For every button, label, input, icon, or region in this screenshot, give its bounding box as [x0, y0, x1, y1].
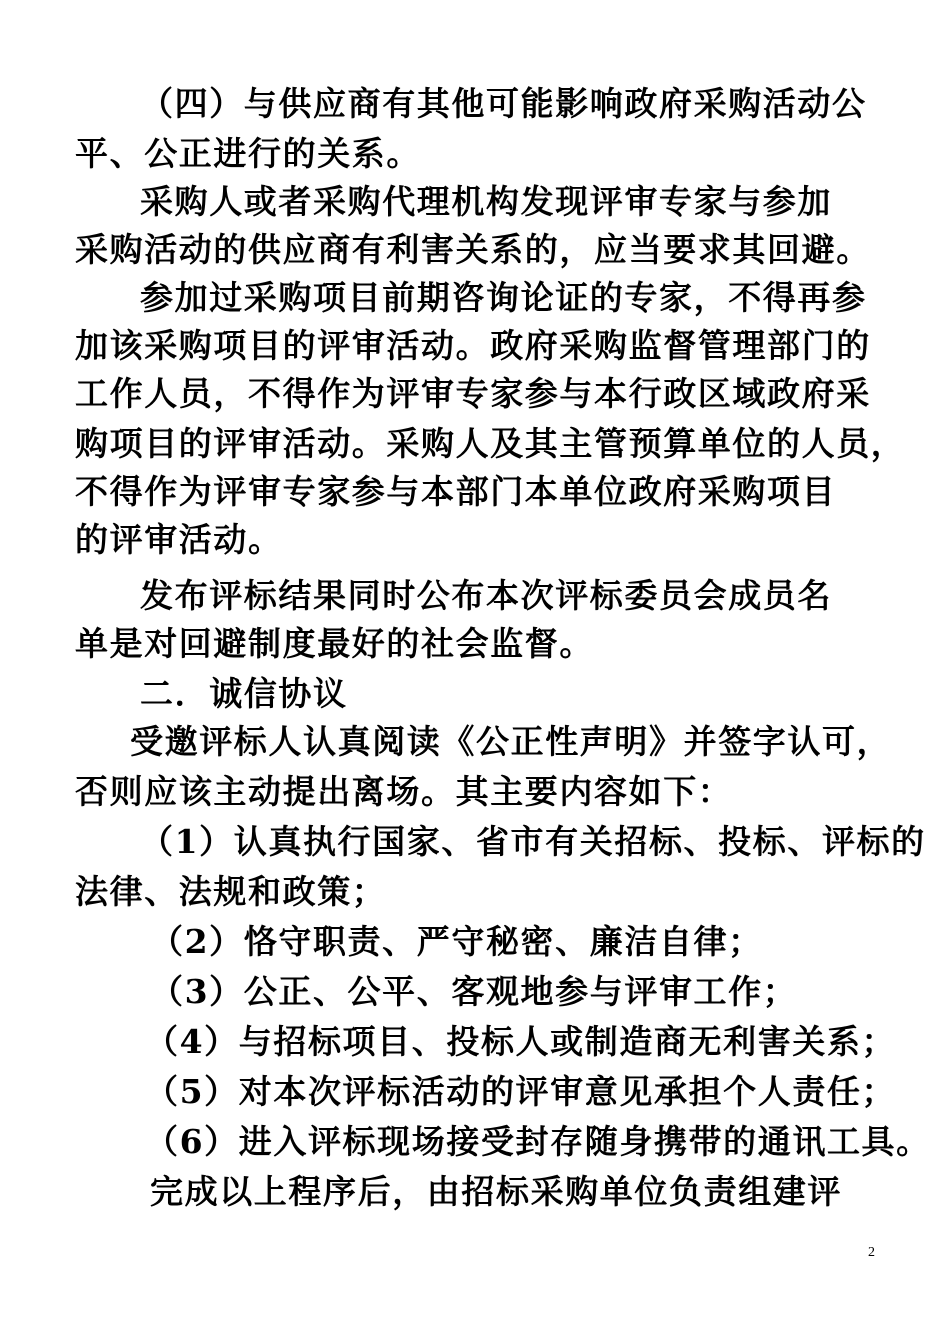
list-item: （5）对本次评标活动的评审意见承担个人责任； [145, 1072, 897, 1111]
paragraph-line: 否则应该主动提出离场。其主要内容如下： [75, 772, 733, 811]
list-item: （1）认真执行国家、省市有关招标、投标、评标的 [140, 822, 926, 861]
paragraph-line: 参加过采购项目前期咨询论证的专家，不得再参 [140, 278, 867, 317]
list-item-continuation: 法律、法规和政策； [75, 872, 387, 911]
paragraph-line: 的评审活动。 [75, 520, 283, 559]
list-item: （2）恪守职责、严守秘密、廉洁自律； [150, 922, 763, 961]
section-heading: 二．诚信协议 [140, 674, 348, 713]
paragraph-line: （四）与供应商有其他可能影响政府采购活动公 [140, 84, 867, 123]
paragraph-line: 完成以上程序后，由招标采购单位负责组建评 [150, 1172, 842, 1211]
paragraph-line: 发布评标结果同时公布本次评标委员会成员名 [140, 576, 832, 615]
list-item: （4）与招标项目、投标人或制造商无利害关系； [145, 1022, 897, 1061]
paragraph-line: 受邀评标人认真阅读《公正性声明》并签字认可， [130, 722, 892, 761]
page-number: 2 [868, 1245, 875, 1260]
paragraph-line: 平、公正进行的关系。 [75, 134, 421, 173]
list-item: （3）公正、公平、客观地参与评审工作； [150, 972, 798, 1011]
paragraph-line: 采购活动的供应商有利害关系的，应当要求其回避。 [75, 230, 871, 269]
paragraph-line: 工作人员，不得作为评审专家参与本行政区域政府采 [75, 374, 871, 413]
paragraph-line: 购项目的评审活动。采购人及其主管预算单位的人员， [75, 424, 906, 463]
list-item: （6）进入评标现场接受封存随身携带的通讯工具。 [145, 1122, 931, 1161]
paragraph-line: 不得作为评审专家参与本部门本单位政府采购项目 [75, 472, 837, 511]
paragraph-line: 加该采购项目的评审活动。政府采购监督管理部门的 [75, 326, 871, 365]
paragraph-line: 采购人或者采购代理机构发现评审专家与参加 [140, 182, 832, 221]
paragraph-line: 单是对回避制度最好的社会监督。 [75, 624, 594, 663]
